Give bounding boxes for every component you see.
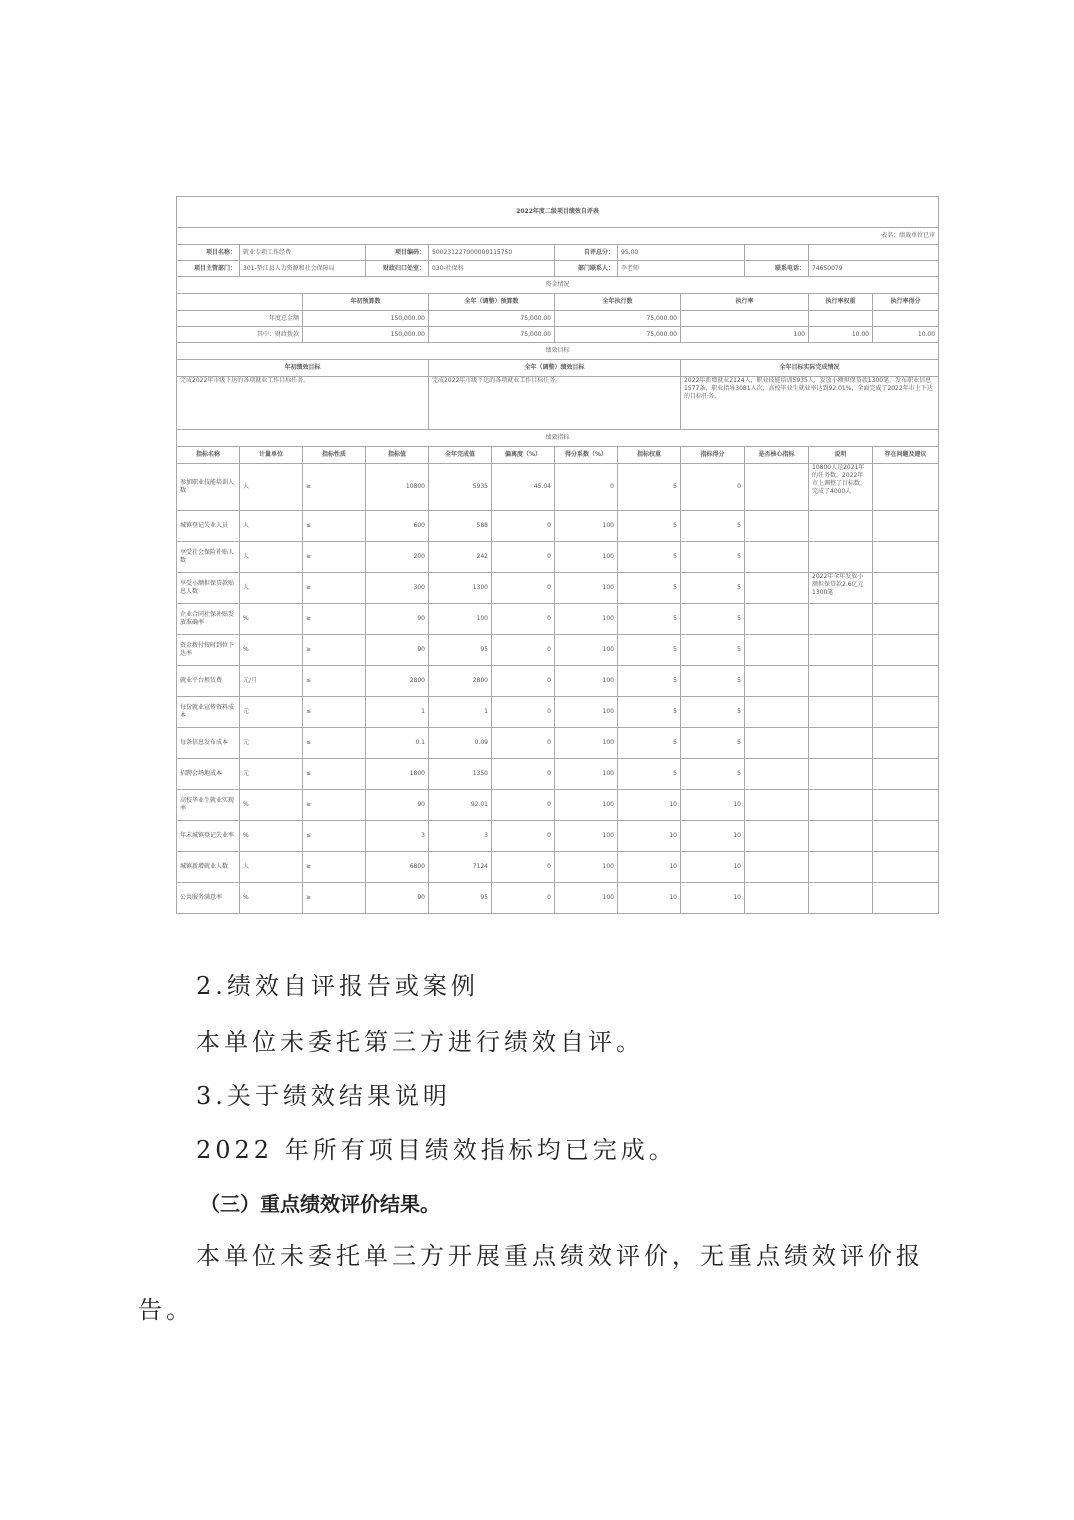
indicator-row	[177, 759, 939, 790]
indicator-note	[809, 883, 873, 914]
indicator-nature: ≥	[303, 464, 366, 511]
indicator-score: 5	[681, 635, 745, 666]
indicator-unit: 元	[240, 759, 303, 790]
indicator-row	[177, 666, 939, 697]
indicator-weight: 5	[618, 635, 681, 666]
indicator-target: 1	[366, 697, 429, 728]
indicator-issue	[873, 511, 939, 542]
indicator-actual: 95	[429, 883, 492, 914]
indicator-score: 5	[681, 542, 745, 573]
self-score-value: 95.00	[618, 245, 745, 261]
indicator-name: 享受小额担保贷款贴息人数	[177, 573, 240, 604]
indicator-coefficient: 100	[555, 821, 618, 852]
indicator-issue	[873, 604, 939, 635]
indicator-core	[745, 759, 809, 790]
fund-header-score: 执行率得分	[873, 294, 939, 311]
indicator-note	[809, 542, 873, 573]
indicator-weight: 5	[618, 542, 681, 573]
indicator-coefficient: 100	[555, 852, 618, 883]
indicator-unit: %	[240, 635, 303, 666]
heading-results-explanation: 3.关于绩效结果说明	[196, 1082, 451, 1110]
indicator-target: 2800	[366, 666, 429, 697]
goal-actual-text: 2022年新增就业2124人，职业技能培训5935人，发放小额担保贷款1300笔，发布职业信息1577条，职业指导3081人次，高校毕业生就业率达到92.01%，全面完成了2022年市上下达的目标任务。	[681, 377, 939, 430]
fund-row	[177, 327, 939, 343]
indicator-name: 公共服务满意率	[177, 883, 240, 914]
fund-row	[177, 311, 939, 327]
indicator-deviation: 0	[492, 542, 555, 573]
blank-cell	[745, 245, 809, 261]
indicator-weight: 10	[618, 883, 681, 914]
indicator-note	[809, 821, 873, 852]
indicator-note	[809, 759, 873, 790]
fund-rate: 100	[681, 327, 809, 343]
phone-label: 联系电话：	[745, 261, 809, 277]
indicator-name: 享受社会保险补贴人数	[177, 542, 240, 573]
indicator-nature: ≥	[303, 542, 366, 573]
indicator-core	[745, 728, 809, 759]
indicator-target: 1800	[366, 759, 429, 790]
indicator-core	[745, 666, 809, 697]
indicator-row	[177, 697, 939, 728]
indicator-deviation: 45.04	[492, 464, 555, 511]
fund-initial: 150,000.00	[303, 327, 429, 343]
indicator-unit: %	[240, 883, 303, 914]
indicator-unit: 人	[240, 464, 303, 511]
indicator-coefficient: 0	[555, 464, 618, 511]
paragraph-key-evaluation-line1: 本单位未委托单三方开展重点绩效评价，无重点绩效评价报	[196, 1242, 924, 1270]
indicator-score: 5	[681, 511, 745, 542]
indicator-unit: %	[240, 604, 303, 635]
indicator-header-cell: 指标得分	[681, 447, 745, 464]
indicator-issue	[873, 573, 939, 604]
indicator-deviation: 0	[492, 635, 555, 666]
indicator-coefficient: 100	[555, 604, 618, 635]
indicator-core	[745, 464, 809, 511]
indicator-unit: 人	[240, 542, 303, 573]
indicator-deviation: 0	[492, 697, 555, 728]
indicator-actual: 5935	[429, 464, 492, 511]
indicator-unit: %	[240, 821, 303, 852]
indicator-weight: 5	[618, 759, 681, 790]
indicator-nature: ≤	[303, 759, 366, 790]
unit-note: 表名：绩效单位已审	[177, 228, 939, 245]
indicator-actual: 588	[429, 511, 492, 542]
indicator-row	[177, 883, 939, 914]
indicator-row	[177, 635, 939, 666]
finance-label: 财政归口处室：	[366, 261, 429, 277]
indicator-issue	[873, 821, 939, 852]
fund-header-initial: 年初预算数	[303, 294, 429, 311]
indicator-coefficient: 100	[555, 542, 618, 573]
fund-score: 10.00	[873, 327, 939, 343]
indicator-score: 5	[681, 759, 745, 790]
indicator-actual: 1	[429, 697, 492, 728]
fund-label: 其中：财政拨款	[177, 327, 303, 343]
indicator-weight: 5	[618, 604, 681, 635]
fund-header-blank	[177, 294, 303, 311]
indicator-name: 城镇新增就业人数	[177, 852, 240, 883]
indicator-coefficient: 100	[555, 790, 618, 821]
blank-cell	[809, 245, 939, 261]
fund-header-weight: 执行率权重	[809, 294, 873, 311]
indicator-weight: 5	[618, 697, 681, 728]
indicator-note	[809, 604, 873, 635]
indicator-note: 10800人是2021年的任务数，2022年市上调整了目标数，完成了4000人	[809, 464, 873, 511]
indicator-section-header: 绩效指标	[177, 430, 939, 447]
indicator-nature: ≤	[303, 728, 366, 759]
phone-value: 74650079	[809, 261, 939, 277]
indicator-name: 年末城镇登记失业率	[177, 821, 240, 852]
indicator-coefficient: 100	[555, 666, 618, 697]
indicator-target: 90	[366, 635, 429, 666]
fund-header-adjusted: 全年（调整）预算数	[429, 294, 555, 311]
indicator-weight: 10	[618, 821, 681, 852]
indicator-weight: 10	[618, 790, 681, 821]
indicator-core	[745, 604, 809, 635]
indicator-coefficient: 100	[555, 759, 618, 790]
project-name-label: 项目名称：	[177, 245, 240, 261]
indicator-deviation: 0	[492, 790, 555, 821]
indicator-actual: 242	[429, 542, 492, 573]
indicator-actual: 3	[429, 821, 492, 852]
finance-value: 030-社保科	[429, 261, 555, 277]
indicator-deviation: 0	[492, 852, 555, 883]
project-code-value: 500231227000000115750	[429, 245, 555, 261]
indicator-nature: ≥	[303, 790, 366, 821]
indicator-nature: ≥	[303, 852, 366, 883]
indicator-deviation: 0	[492, 759, 555, 790]
indicator-header-cell: 存在问题及建议	[873, 447, 939, 464]
contact-value: 李老师	[618, 261, 745, 277]
indicator-nature: ≥	[303, 635, 366, 666]
indicator-core	[745, 821, 809, 852]
indicator-issue	[873, 728, 939, 759]
indicator-core	[745, 573, 809, 604]
goal-header-adjusted: 全年（调整）绩效目标	[429, 360, 681, 377]
indicator-issue	[873, 464, 939, 511]
indicator-name: 资金拨付按时到位下达率	[177, 635, 240, 666]
indicator-deviation: 0	[492, 821, 555, 852]
fund-executed: 75,000.00	[555, 327, 681, 343]
indicator-target: 600	[366, 511, 429, 542]
indicator-actual: 1300	[429, 573, 492, 604]
indicator-coefficient: 100	[555, 697, 618, 728]
indicator-coefficient: 100	[555, 635, 618, 666]
indicator-header-cell: 指标性质	[303, 447, 366, 464]
indicator-header-cell: 得分系数（%）	[555, 447, 618, 464]
indicator-header-cell: 指标值	[366, 447, 429, 464]
indicator-issue	[873, 635, 939, 666]
indicator-core	[745, 883, 809, 914]
indicator-row	[177, 852, 939, 883]
indicator-core	[745, 511, 809, 542]
indicator-coefficient: 100	[555, 883, 618, 914]
fund-initial: 150,000.00	[303, 311, 429, 327]
indicator-unit: %	[240, 790, 303, 821]
indicator-name: 城镇登记失业人员	[177, 511, 240, 542]
indicator-header-cell: 偏离度（%）	[492, 447, 555, 464]
indicator-row	[177, 728, 939, 759]
dept-value: 301-垫江县人力资源和社会保障局	[240, 261, 366, 277]
contact-label: 部门联系人：	[555, 261, 618, 277]
fund-weight	[809, 311, 873, 327]
indicator-name: 招聘会场地成本	[177, 759, 240, 790]
indicator-deviation: 0	[492, 573, 555, 604]
indicator-unit: 人	[240, 852, 303, 883]
indicator-note	[809, 852, 873, 883]
indicator-nature: ≥	[303, 883, 366, 914]
indicator-actual: 92.01	[429, 790, 492, 821]
indicator-target: 300	[366, 573, 429, 604]
indicator-score: 10	[681, 790, 745, 821]
self-score-label: 自评总分：	[555, 245, 618, 261]
indicator-issue	[873, 852, 939, 883]
indicator-actual: 100	[429, 604, 492, 635]
indicator-name: 每条信息发布成本	[177, 728, 240, 759]
project-code-label: 项目编码：	[366, 245, 429, 261]
indicator-coefficient: 100	[555, 728, 618, 759]
indicator-core	[745, 542, 809, 573]
indicator-weight: 5	[618, 728, 681, 759]
indicator-nature: ≥	[303, 573, 366, 604]
table-title: 2022年度二级项目绩效自评表	[177, 197, 939, 228]
indicator-row	[177, 573, 939, 604]
indicator-name: 就业平台租赁费	[177, 666, 240, 697]
indicator-core	[745, 852, 809, 883]
indicator-score: 5	[681, 604, 745, 635]
indicator-coefficient: 100	[555, 511, 618, 542]
indicator-issue	[873, 759, 939, 790]
indicator-target: 90	[366, 883, 429, 914]
indicator-score: 10	[681, 883, 745, 914]
indicator-note	[809, 728, 873, 759]
fund-executed: 75,000.00	[555, 311, 681, 327]
evaluation-table	[176, 196, 939, 914]
indicator-note: 2022年全年发放小额担保贷款2.6亿元1300笔	[809, 573, 873, 604]
indicator-actual: 0.09	[429, 728, 492, 759]
indicator-deviation: 0	[492, 666, 555, 697]
goal-initial-text: 完成2022年市级下达的各项就业工作目标任务。	[177, 377, 429, 430]
fund-adjusted: 75,000.00	[429, 327, 555, 343]
indicator-nature: ≤	[303, 697, 366, 728]
indicator-deviation: 0	[492, 728, 555, 759]
indicator-row	[177, 790, 939, 821]
fund-header-executed: 全年执行数	[555, 294, 681, 311]
indicator-header-cell: 是否核心指标	[745, 447, 809, 464]
fund-label: 年度总金额	[177, 311, 303, 327]
indicator-target: 3	[366, 821, 429, 852]
indicator-score: 5	[681, 697, 745, 728]
indicator-row	[177, 604, 939, 635]
indicator-issue	[873, 883, 939, 914]
indicator-nature: ≤	[303, 511, 366, 542]
indicator-note	[809, 790, 873, 821]
indicator-weight: 5	[618, 573, 681, 604]
indicator-name: 企业合同社保补贴发放准确率	[177, 604, 240, 635]
indicator-name: 高校毕业生就业实现率	[177, 790, 240, 821]
fund-weight: 10.00	[809, 327, 873, 343]
fund-adjusted: 75,000.00	[429, 311, 555, 327]
indicator-coefficient: 100	[555, 573, 618, 604]
heading-self-evaluation-report: 2.绩效自评报告或案例	[196, 972, 479, 1000]
indicator-row	[177, 511, 939, 542]
indicator-score: 5	[681, 573, 745, 604]
indicator-unit: 元	[240, 697, 303, 728]
goal-header-initial: 年初绩效目标	[177, 360, 429, 377]
indicator-header-cell: 计量单位	[240, 447, 303, 464]
indicator-name: 每份就业宣传资料成本	[177, 697, 240, 728]
indicator-deviation: 0	[492, 883, 555, 914]
indicator-issue	[873, 790, 939, 821]
indicator-core	[745, 635, 809, 666]
indicator-actual: 95	[429, 635, 492, 666]
indicator-score: 10	[681, 821, 745, 852]
indicator-target: 6800	[366, 852, 429, 883]
indicator-header-cell: 全年完成值	[429, 447, 492, 464]
indicator-issue	[873, 666, 939, 697]
indicator-header-cell: 说明	[809, 447, 873, 464]
indicator-nature: ≤	[303, 821, 366, 852]
fund-header-rate: 执行率	[681, 294, 809, 311]
fund-rate	[681, 311, 809, 327]
indicator-weight: 5	[618, 666, 681, 697]
paragraph-key-evaluation-line2: 告。	[138, 1296, 194, 1324]
indicator-note	[809, 666, 873, 697]
project-name-value: 就业专项工作经费	[240, 245, 366, 261]
indicator-deviation: 0	[492, 511, 555, 542]
dept-label: 项目主管部门：	[177, 261, 240, 277]
indicator-unit: 元	[240, 728, 303, 759]
indicator-row	[177, 821, 939, 852]
indicator-score: 10	[681, 852, 745, 883]
indicator-name: 参加职业技能培训人数	[177, 464, 240, 511]
indicator-target: 10800	[366, 464, 429, 511]
indicator-note	[809, 697, 873, 728]
indicator-unit: 元/月	[240, 666, 303, 697]
indicator-score: 5	[681, 666, 745, 697]
indicator-note	[809, 635, 873, 666]
indicator-target: 200	[366, 542, 429, 573]
indicator-score: 5	[681, 728, 745, 759]
indicator-score: 0	[681, 464, 745, 511]
indicator-actual: 2800	[429, 666, 492, 697]
indicator-row	[177, 464, 939, 511]
section-heading-key-evaluation: （三）重点绩效评价结果。	[200, 1192, 440, 1216]
indicator-weight: 5	[618, 464, 681, 511]
fund-score	[873, 311, 939, 327]
indicator-weight: 5	[618, 511, 681, 542]
indicator-deviation: 0	[492, 604, 555, 635]
goal-header-actual: 全年目标实际完成情况	[681, 360, 939, 377]
indicator-unit: 人	[240, 573, 303, 604]
indicator-actual: 1350	[429, 759, 492, 790]
paragraph-all-completed: 2022 年所有项目绩效指标均已完成。	[196, 1136, 677, 1164]
fund-section-header: 资金情况	[177, 277, 939, 294]
performance-self-evaluation-table	[176, 196, 938, 914]
indicator-target: 90	[366, 604, 429, 635]
indicator-weight: 10	[618, 852, 681, 883]
indicator-header-cell: 指标权重	[618, 447, 681, 464]
indicator-target: 0.1	[366, 728, 429, 759]
indicator-issue	[873, 542, 939, 573]
indicator-header-cell: 指标名称	[177, 447, 240, 464]
indicator-target: 90	[366, 790, 429, 821]
indicator-unit: 人	[240, 511, 303, 542]
indicator-row	[177, 542, 939, 573]
indicator-nature: ≥	[303, 604, 366, 635]
indicator-core	[745, 697, 809, 728]
indicator-core	[745, 790, 809, 821]
goal-section-header: 绩效目标	[177, 343, 939, 360]
indicator-actual: 7124	[429, 852, 492, 883]
goal-adjusted-text: 完成2022年市级下达的各项就业工作目标任务。	[429, 377, 681, 430]
indicator-nature: ≤	[303, 666, 366, 697]
indicator-issue	[873, 697, 939, 728]
paragraph-no-third-party: 本单位未委托第三方进行绩效自评。	[196, 1028, 644, 1056]
indicator-note	[809, 511, 873, 542]
